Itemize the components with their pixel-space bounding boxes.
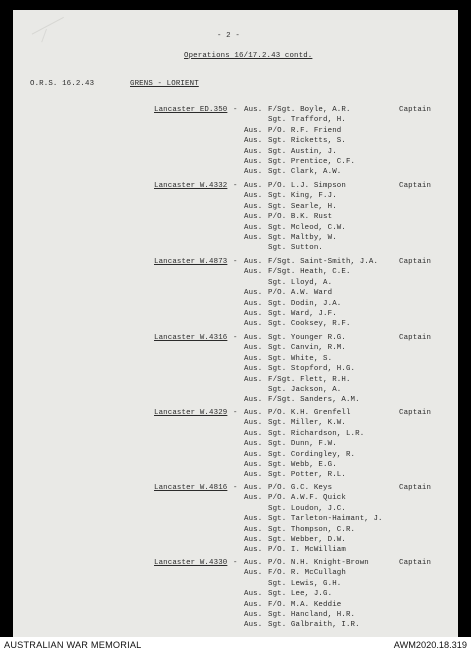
crew-member-name: Sgt. Ricketts, S. [268,137,346,146]
aircraft-name: Lancaster W.4329 [154,409,228,417]
crew-nationality: Aus. [244,429,263,438]
crew-nationality: Aus. [244,126,263,135]
crew-nationality: Aus. [244,494,263,503]
aircraft-name: Lancaster W.4330 [154,559,228,567]
crew-role: Captain [399,182,432,190]
crew-nationality: Aus. [244,320,263,329]
crew-member-name: P/O. A.W. Ward [268,289,333,298]
crew-member-name: Sgt. Tarleton-Haimant, J. [268,515,383,524]
crew-nationality: Aus. [244,106,263,114]
crew-nationality: Aus. [244,192,263,201]
crew-member-name: Sgt. Mcleod, C.W. [268,223,346,232]
archive-credit: AUSTRALIAN WAR MEMORIAL [4,640,142,650]
crew-member-name: Sgt. Ward, J.F. [268,310,337,318]
crew-member-name: Sgt. Canvin, R.M. [268,344,346,353]
crew-member-name: Sgt. Searle, H. [268,202,337,211]
crew-member-name: Sgt. Cordingley, R. [268,450,356,459]
crew-member-name: Sgt. Cooksey, R.F. [268,320,351,329]
crew-nationality: Aus. [244,419,263,428]
aircraft-name: Lancaster W.4332 [154,182,228,190]
crew-member-name: P/O. L.J. Simpson [268,182,346,190]
separator-dash: - [233,258,238,266]
aircraft-name: Lancaster ED.350 [154,106,228,114]
crew-member-name: Sgt. Prentice, C.F. [268,158,356,166]
crew-nationality: Aus. [244,569,263,578]
document-page [13,10,458,637]
crew-nationality: Aus. [244,344,263,353]
separator-dash: - [233,334,238,342]
crew-role: Captain [399,258,432,266]
crew-nationality: Aus. [244,354,263,363]
crew-member-name: Sgt. Maltby, W. [268,234,337,242]
crew-member-name: P/O. N.H. Knight-Brown [268,559,369,567]
crew-member-name: Sgt. Sutton. [268,244,324,253]
crew-member-name: Sgt. Jackson, A. [268,386,342,394]
crew-member-name: Sgt. Stopford, H.G. [268,365,356,374]
crew-nationality: Aus. [244,168,263,177]
crew-role: Captain [399,409,432,417]
crew-member-name: Sgt. Trafford, H. [268,116,346,125]
crew-member-name: P/O. G.C. Keys [268,484,333,492]
crew-nationality: Aus. [244,375,263,384]
crew-member-name: P/O. B.K. Rust [268,213,333,222]
crew-member-name: Sgt. Dunn, F.W. [268,440,337,449]
crew-nationality: Aus. [244,536,263,544]
crew-nationality: Aus. [244,365,263,374]
crew-nationality: Aus. [244,299,263,308]
crew-role: Captain [399,334,432,342]
crew-nationality: Aus. [244,310,263,318]
crew-nationality: Aus. [244,289,263,298]
crew-member-name: Sgt. Richardson, L.R. [268,429,365,438]
archive-reference: AWM2020.18.319 [393,640,467,650]
crew-member-name: Sgt. Lloyd, A. [268,278,333,287]
crew-nationality: Aus. [244,450,263,459]
crew-nationality: Aus. [244,484,263,492]
crew-nationality: Aus. [244,202,263,211]
crew-member-name: Sgt. King, F.J. [268,192,337,201]
crew-nationality: Aus. [244,234,263,242]
aircraft-name: Lancaster W.4316 [154,334,228,342]
crew-nationality: Aus. [244,611,263,619]
page-title: Operations 16/17.2.43 contd. [184,52,313,60]
aircraft-name: Lancaster W.4873 [154,258,228,266]
crew-member-name: F/Sgt. Boyle, A.R. [268,106,351,114]
crew-member-name: Sgt. Loudon, J.C. [268,504,346,513]
crew-member-name: Sgt. Webb, E.G. [268,461,337,469]
crew-member-name: Sgt. Lee, J.G. [268,590,333,599]
crew-nationality: Aus. [244,515,263,524]
crew-nationality: Aus. [244,223,263,232]
crew-member-name: F/O. R. McCullagh [268,569,346,578]
crew-member-name: Sgt. Miller, K.W. [268,419,346,428]
separator-dash: - [233,106,238,114]
crew-member-name: P/O. I. McWilliam [268,546,346,555]
crew-nationality: Aus. [244,147,263,156]
crew-member-name: P/O. K.H. Grenfell [268,409,351,417]
crew-member-name: F/Sgt. Flett, R.H. [268,375,351,384]
page-number: - 2 - [217,32,240,40]
crew-member-name: Sgt. White, S. [268,354,333,363]
crew-nationality: Aus. [244,409,263,417]
crew-member-name: Sgt. Hancland, H.R. [268,611,356,619]
crew-nationality: Aus. [244,182,263,190]
crew-nationality: Aus. [244,258,263,266]
crew-member-name: F/O. M.A. Keddie [268,600,342,609]
crew-member-name: Sgt. Dodin, J.A. [268,299,342,308]
crew-nationality: Aus. [244,590,263,599]
crew-role: Captain [399,106,432,114]
crew-nationality: Aus. [244,268,263,277]
aircraft-name: Lancaster W.4816 [154,484,228,492]
crew-nationality: Aus. [244,621,263,630]
crew-member-name: Sgt. Galbraith, I.R. [268,621,360,630]
crew-nationality: Aus. [244,471,263,480]
crew-nationality: Aus. [244,546,263,555]
crew-nationality: Aus. [244,396,263,405]
crew-member-name: Sgt. Thompson, C.R. [268,525,356,534]
crew-nationality: Aus. [244,213,263,222]
crew-member-name: Sgt. Austin, J. [268,147,337,156]
separator-dash: - [233,484,238,492]
crew-role: Captain [399,484,432,492]
crew-nationality: Aus. [244,440,263,449]
crew-nationality: Aus. [244,525,263,534]
separator-dash: - [233,409,238,417]
crew-member-name: F/Sgt. Sanders, A.M. [268,396,360,405]
separator-dash: - [233,182,238,190]
crew-role: Captain [399,559,432,567]
crew-member-name: F/Sgt. Heath, C.E. [268,268,351,277]
crew-member-name: Sgt. Lewis, G.H. [268,579,342,588]
crew-nationality: Aus. [244,137,263,146]
crew-member-name: Sgt. Clark, A.W. [268,168,342,177]
separator-dash: - [233,559,238,567]
ors-reference: O.R.S. 16.2.43 [30,80,95,88]
crew-member-name: Sgt. Potter, R.L. [268,471,346,480]
crew-nationality: Aus. [244,461,263,469]
crew-member-name: F/Sgt. Saint-Smith, J.A. [268,258,379,266]
crew-member-name: Sgt. Webber, D.W. [268,536,346,544]
crew-member-name: Sgt. Younger R.G. [268,334,346,342]
archive-footer [0,637,471,653]
crew-nationality: Aus. [244,158,263,166]
crew-nationality: Aus. [244,334,263,342]
crew-member-name: P/O. R.F. Friend [268,126,342,135]
target-heading: GRENS - LORIENT [130,80,199,88]
crew-member-name: P/O. A.W.F. Quick [268,494,346,503]
crew-nationality: Aus. [244,559,263,567]
crew-nationality: Aus. [244,600,263,609]
